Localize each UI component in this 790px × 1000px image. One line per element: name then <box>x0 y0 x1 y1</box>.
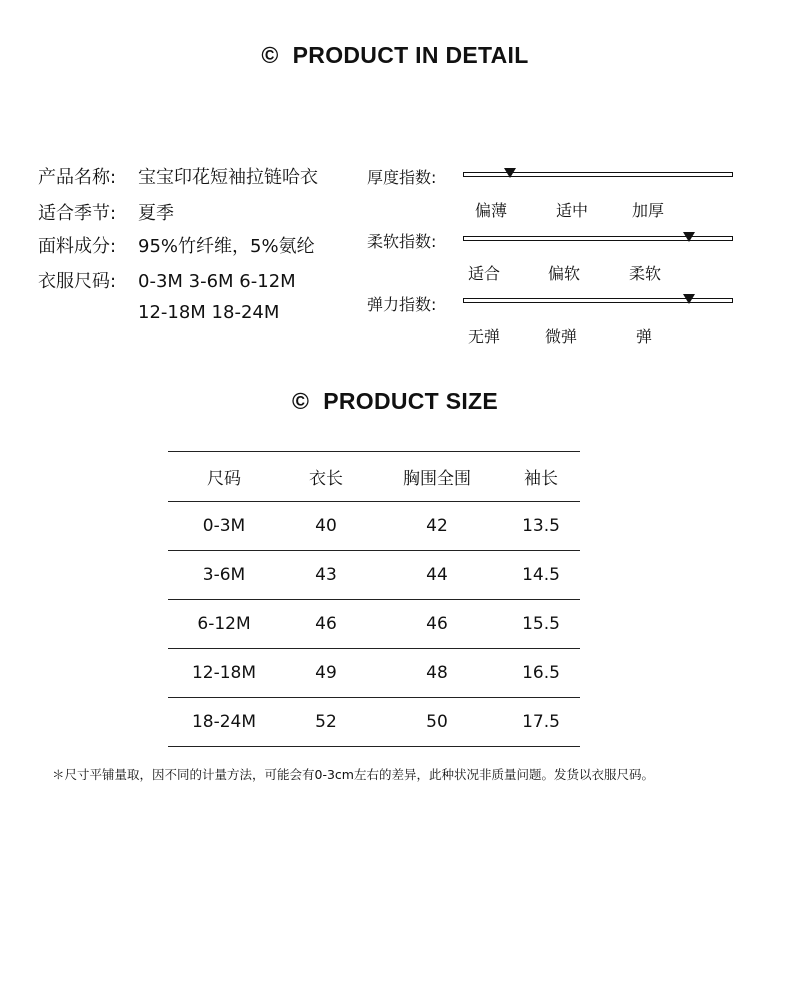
size-heading-text: PRODUCT SIZE <box>323 388 499 414</box>
cell-size: 0-3M <box>202 516 246 536</box>
table-row <box>168 698 580 747</box>
softness-index-bar <box>463 236 733 241</box>
spec-label: 产品名称: <box>38 167 117 188</box>
cell-length: 52 <box>315 712 337 732</box>
spec-row-sizes <box>38 267 296 293</box>
softness-option: 偏软 <box>548 264 581 283</box>
elasticity-marker-icon <box>683 294 695 304</box>
elasticity-index-label: 弹力指数: <box>367 295 437 314</box>
spec-value: 宝宝印花短袖拉链哈衣 <box>138 167 318 188</box>
spec-value: 夏季 <box>138 203 174 224</box>
spec-row-fabric <box>38 232 315 258</box>
cell-size: 12-18M <box>191 663 257 683</box>
table-row <box>168 551 580 600</box>
cell-size: 3-6M <box>202 565 246 585</box>
softness-index-label: 柔软指数: <box>367 232 437 251</box>
elasticity-index-bar <box>463 298 733 303</box>
column-header-size: 尺码 <box>207 469 241 489</box>
spec-sizes-continuation: 12-18M 18-24M <box>138 302 280 323</box>
cell-size: 6-12M <box>197 614 251 634</box>
detail-heading-text: PRODUCT IN DETAIL <box>292 42 529 68</box>
table-header-row <box>168 452 580 502</box>
copyright-icon: © <box>291 388 310 414</box>
cell-length: 49 <box>315 663 337 683</box>
softness-option: 适合 <box>468 264 501 283</box>
elasticity-option: 无弹 <box>468 327 501 346</box>
elasticity-option: 微弹 <box>545 327 578 346</box>
cell-length: 43 <box>315 565 337 585</box>
thickness-index-bar <box>463 172 733 177</box>
spec-row-name <box>38 163 318 189</box>
cell-sleeve: 13.5 <box>522 516 560 536</box>
column-header-sleeve: 袖长 <box>524 469 558 489</box>
detail-heading <box>0 42 790 69</box>
thickness-marker-icon <box>504 168 516 178</box>
spec-label: 衣服尺码: <box>38 271 117 292</box>
cell-chest: 42 <box>426 516 448 536</box>
spec-label: 适合季节: <box>38 203 117 224</box>
cell-chest: 44 <box>426 565 448 585</box>
cell-sleeve: 15.5 <box>522 614 560 634</box>
softness-marker-icon <box>683 232 695 242</box>
softness-option: 柔软 <box>629 264 662 283</box>
table-row <box>168 600 580 649</box>
cell-length: 46 <box>315 614 337 634</box>
table-row <box>168 502 580 551</box>
copyright-icon: © <box>261 42 279 68</box>
thickness-option: 偏薄 <box>475 201 508 220</box>
spec-row-season <box>38 199 174 225</box>
column-header-length: 衣长 <box>309 469 343 489</box>
thickness-option: 适中 <box>556 201 589 220</box>
spec-value: 95%竹纤维，5%氨纶 <box>138 236 315 257</box>
cell-chest: 48 <box>426 663 448 683</box>
cell-sleeve: 16.5 <box>522 663 560 683</box>
spec-label: 面料成分: <box>38 236 117 257</box>
size-heading <box>0 388 790 415</box>
table-row <box>168 649 580 698</box>
thickness-option: 加厚 <box>632 201 665 220</box>
cell-sleeve: 14.5 <box>522 565 560 585</box>
spec-value: 0-3M 3-6M 6-12M <box>138 271 296 292</box>
column-header-chest: 胸围全围 <box>403 469 471 489</box>
cell-chest: 46 <box>426 614 448 634</box>
size-table <box>168 451 580 747</box>
thickness-index-label: 厚度指数: <box>367 168 437 187</box>
measurement-note: ＊尺寸平铺量取，因不同的计量方法，可能会有0-3cm左右的差异，此种状况非质量问题。发货以衣服尺码。 <box>52 767 654 782</box>
cell-size: 18-24M <box>191 712 257 732</box>
cell-chest: 50 <box>426 712 448 732</box>
elasticity-option: 弹 <box>636 327 653 346</box>
cell-sleeve: 17.5 <box>522 712 560 732</box>
cell-length: 40 <box>315 516 337 536</box>
